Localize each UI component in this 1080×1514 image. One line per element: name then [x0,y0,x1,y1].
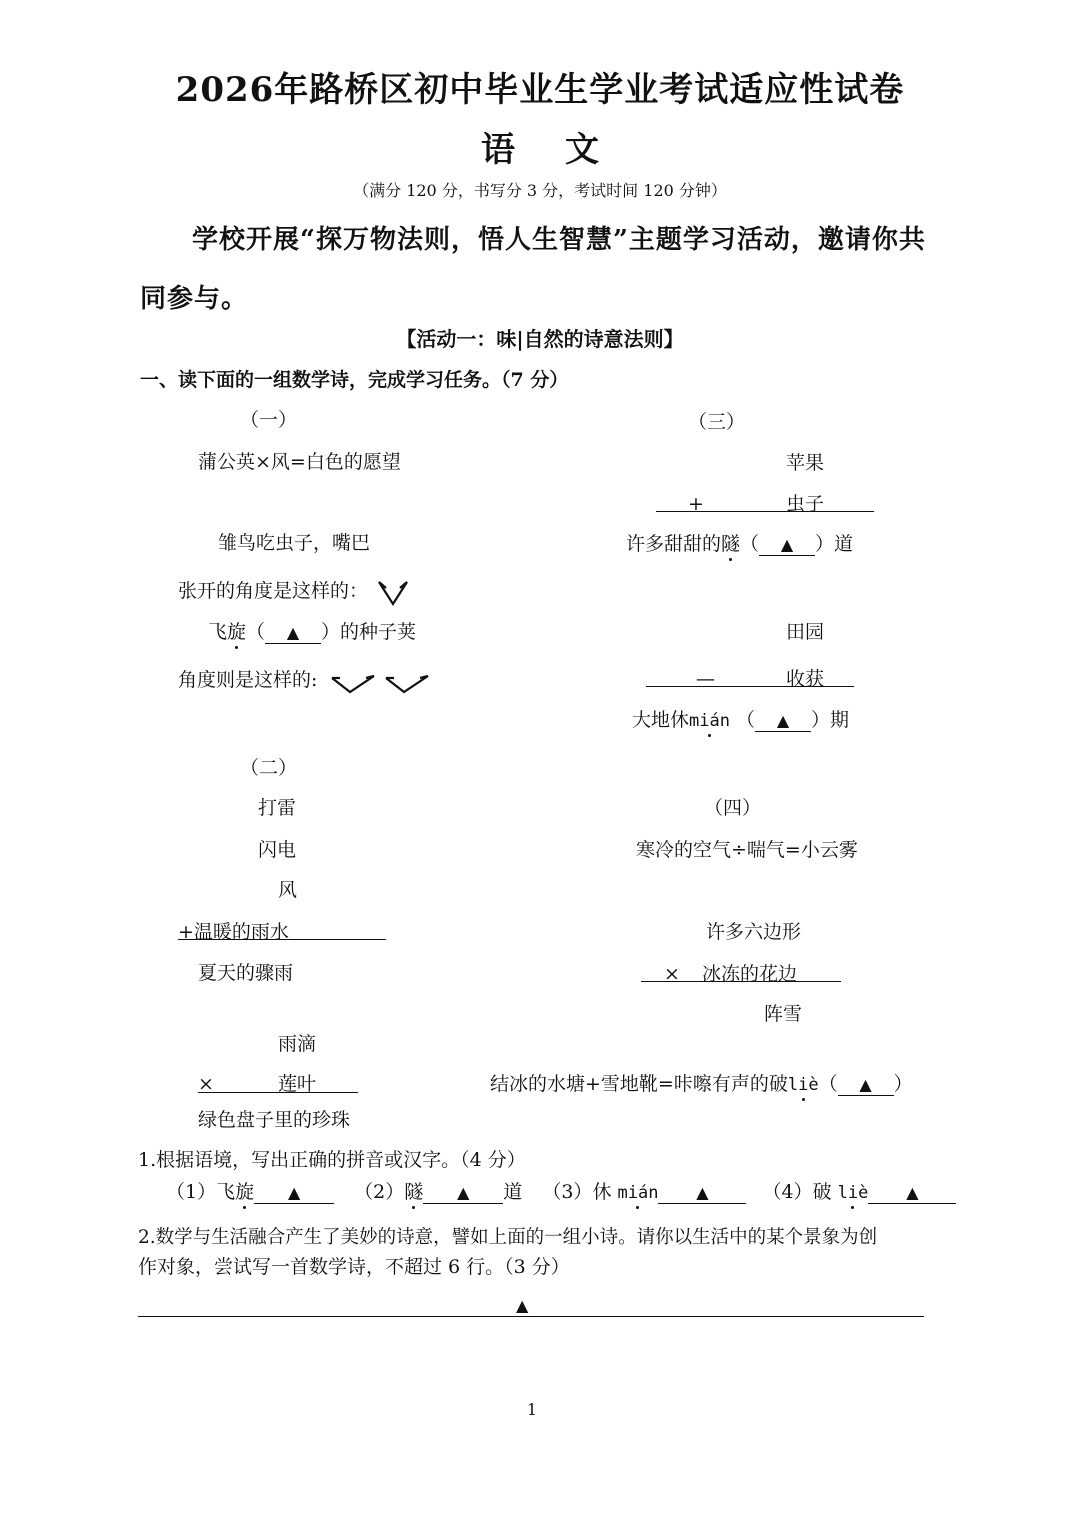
poem-2-times-sign: × [198,1073,214,1095]
intro-line-2: 同参与。 [140,284,249,314]
task-1-prompt: 1.根据语境，写出正确的拼音或汉字。（4 分） [138,1149,526,1171]
task-1-blank-1[interactable] [254,1182,334,1204]
task-1-item-2-post: 道 [503,1181,523,1203]
poem-3-line-3 [626,532,853,556]
answer-marker-icon: ▲ [286,623,300,642]
task-1-item-1-key: 旋 [235,1181,255,1203]
answer-marker-icon: ▲ [906,1183,919,1202]
activity-1-title: 【活动一：味|自然的诗意法则】 [396,327,684,351]
poem-1-paren-open: （ [246,621,266,643]
poem-1-fei: 飞 [208,621,228,643]
poem-2-line-5: 夏天的骤雨 [198,962,294,984]
open-beak-angle-icon [376,578,410,608]
answer-marker-icon: ▲ [859,1075,872,1094]
task-1-item-2-num: （2） [354,1181,405,1203]
poem-2-label: （二） [240,757,298,779]
intro-line-1: 学校开展“探万物法则，悟人生智慧”主题学习活动，邀请你共 [192,225,926,255]
poem-3-minus-sign: — [696,668,715,690]
poem-3-line-3-end: ）道 [815,533,854,555]
poem-3-line-4: 田园 [786,621,825,643]
poem-4-line-1: 寒冷的空气÷喘气=小云雾 [636,839,858,861]
poem-3-rest: 大地休 [632,709,690,731]
answer-marker-icon: ▲ [287,1183,301,1202]
poem-1-line-1: 蒲公英×风=白色的愿望 [198,451,401,473]
poem-1-line-4 [208,620,416,644]
poem-4-pond: 结冰的水塘+雪地靴=咔嚓有声的破 [490,1073,788,1095]
poem-2-sum-rule [178,939,386,940]
poem-4-times-sign: × [664,963,680,985]
score-note: （满分 120 分，书写分 3 分，考试时间 120 分钟） [353,181,727,200]
question-1-heading: 一、读下面的一组数学诗，完成学习任务。（7 分） [140,369,569,391]
poem-1-line-4-end: ）的种子荚 [321,621,417,643]
poem-2-product-rule [198,1092,358,1093]
task-2-answer-line[interactable] [138,1316,924,1317]
poem-1-line-3: 张开的角度是这样的： [178,580,369,602]
poem-3-line-5: 收获 [786,668,825,690]
task-1-blank-4[interactable] [868,1182,956,1204]
subject-title: 语文 [481,130,649,170]
task-1-blank-3[interactable] [658,1182,746,1204]
task-1-item-1-num: （1） [166,1181,217,1203]
exam-title: 2026年路桥区初中毕业生学业考试适应性试卷 [175,70,905,110]
poem-3-label: （三） [688,411,746,433]
task-1-item-2-key: 隧 [404,1181,424,1203]
task-1-item-3-num: （3） [542,1181,593,1203]
poem-4-line-5 [490,1072,913,1097]
poem-3-line-1: 苹果 [786,452,825,474]
poem-4-line-4: 阵雪 [764,1003,803,1025]
task-2-prompt-line-1: 2.数学与生活融合产生了美妙的诗意，譬如上面的一组小诗。请你以生活中的某个景象为创 [138,1227,878,1248]
task-1-item-4-pre: 破 [812,1181,838,1203]
poem-1-label: （一） [240,409,298,431]
poem-4-label: （四） [704,797,762,819]
poem-1-line-2: 雏鸟吃虫子，嘴巴 [218,532,371,554]
poem-4-answer-blank[interactable] [838,1074,894,1096]
poem-2-line-2: 闪电 [258,839,297,861]
task-1-item-1-pre: 飞 [216,1181,236,1203]
poem-2-line-8: 绿色盘子里的珍珠 [198,1109,351,1131]
page-number: 1 [526,1400,538,1419]
task-2-prompt-line-2: 作对象，尝试写一首数学诗，不超过 6 行。（3 分） [138,1256,570,1278]
task-1-item-3-key: mián [617,1183,659,1203]
poem-3-mian-pinyin: mián [689,711,730,731]
poem-3-rule-1 [656,511,874,512]
poem-4-paren-close: ） [893,1073,913,1095]
poem-1-answer-blank[interactable] [265,622,321,644]
poem-3-sweet: 许多甜甜的 [626,533,722,555]
answer-marker-icon: ▲ [780,535,794,554]
poem-1-xuan: 旋 [227,621,247,643]
poem-4-paren-open: （ [818,1073,838,1095]
poem-3-line-2: 虫子 [786,493,825,515]
poem-3-plus-sign: + [688,493,704,515]
answer-marker-icon: ▲ [457,1183,470,1202]
answer-marker-icon: ▲ [696,1183,709,1202]
poem-1-line-5: 角度则是这样的: [178,669,318,691]
poem-3-answer-blank-1[interactable] [759,534,815,556]
poem-4-rule [641,981,841,982]
poem-3-line-6-end: ）期 [811,709,850,731]
poem-4-lie-pinyin: liè [787,1075,819,1095]
poem-2-line-7: 莲叶 [278,1073,317,1095]
poem-3-rule-2 [646,686,854,687]
poem-3-paren-open-2: （ [736,709,756,731]
poem-2-line-6: 雨滴 [278,1033,317,1055]
poem-3-paren-open: （ [740,533,760,555]
poem-4-line-3: 冰冻的花边 [702,963,798,985]
poem-3-line-6 [632,708,849,733]
poem-2-line-3: 风 [278,879,298,901]
poem-4-line-2: 许多六边形 [706,921,802,943]
task-1-item-4-key: liè [837,1183,869,1203]
task-1-blank-2[interactable] [423,1182,503,1204]
poem-3-sui: 隧 [721,533,741,555]
task-1-item-4-num: （4） [762,1181,813,1203]
seed-pod-angle-icon [328,670,432,696]
task-2-answer-marker-icon: ▲ [516,1296,529,1315]
answer-marker-icon: ▲ [776,711,790,730]
poem-2-line-4: +温暖的雨水 [178,921,289,943]
poem-2-line-1: 打雷 [258,797,297,819]
task-1-item-3-pre: 休 [592,1181,618,1203]
poem-3-answer-blank-2[interactable] [755,710,811,732]
task-1-answers [166,1180,956,1205]
